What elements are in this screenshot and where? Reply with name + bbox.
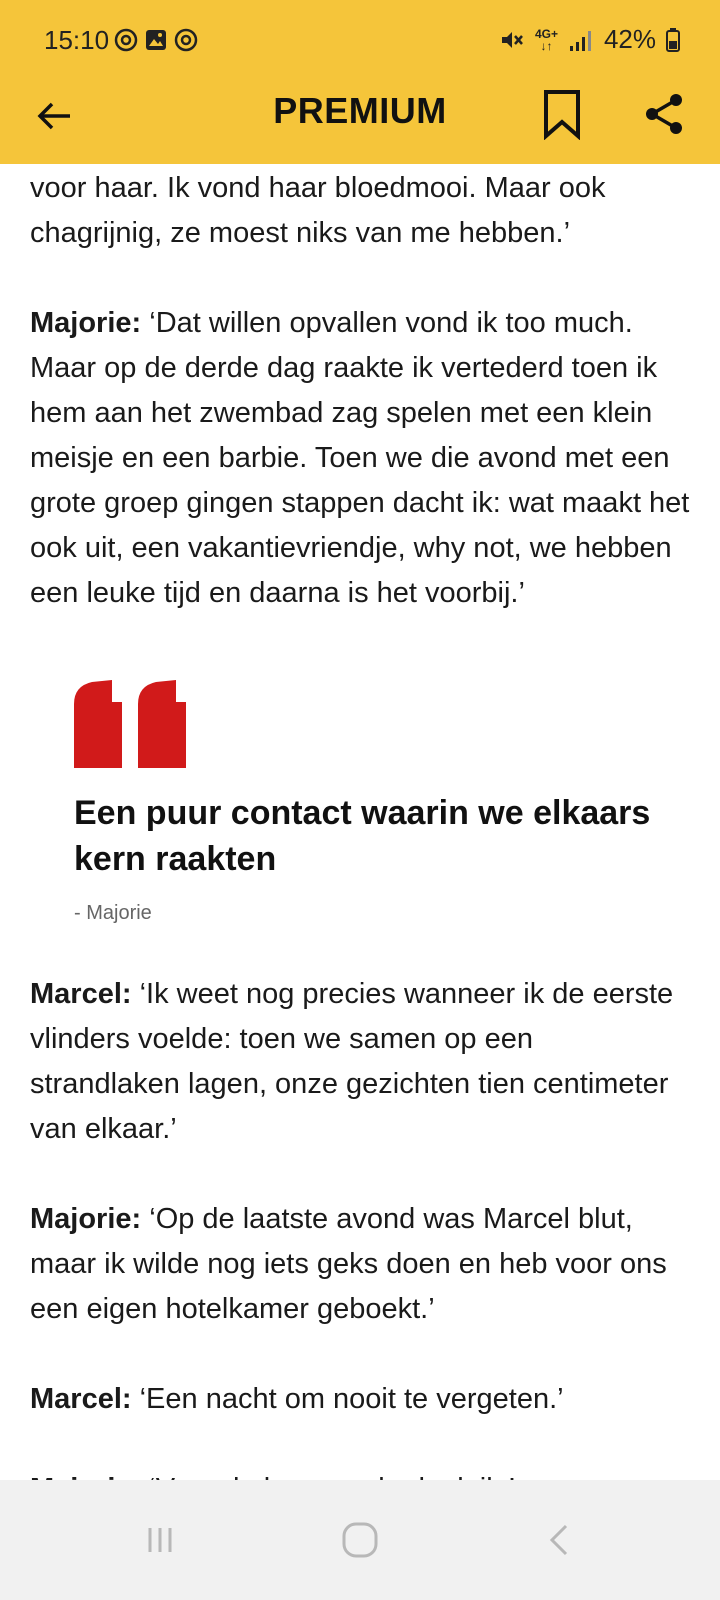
- speaker-name: Marcel:: [30, 978, 132, 1010]
- quote-author: - Majorie: [74, 902, 152, 924]
- toolbar: [0, 80, 720, 164]
- notification-ring-icon: [174, 28, 198, 52]
- article-body-top: [30, 160, 690, 616]
- pull-quote: [74, 680, 674, 925]
- paragraph-text: ‘Ik weet nog precies wanneer ik de eerste vlinders voelde: toen we samen op een strandlaken lagen, onze gezichten tien centimeter van elkaar.’: [30, 978, 674, 1145]
- share-icon[interactable]: [640, 90, 688, 138]
- paragraph-text: ‘Op de laatste avond was Marcel blut, maar ik wilde nog iets geks doen en heb voor ons een eigen hotelkamer geboekt.’: [30, 1203, 667, 1325]
- page-title: PREMIUM: [273, 90, 447, 131]
- status-system-icons: [499, 24, 680, 55]
- image-icon: [144, 28, 168, 52]
- speaker-name: Majorie:: [30, 307, 142, 339]
- battery-level: 42%: [603, 24, 656, 54]
- battery-icon: [666, 28, 680, 52]
- article-paragraph: [30, 1197, 690, 1332]
- system-nav-bar: [0, 1480, 720, 1600]
- paragraph-text: ‘Een nacht om nooit te vergeten.’: [131, 1383, 564, 1415]
- signal-icon: [568, 29, 594, 51]
- home-icon[interactable]: [336, 1516, 384, 1564]
- bookmark-icon[interactable]: [538, 88, 586, 140]
- article-paragraph: [30, 1377, 690, 1422]
- status-notification-icons: [114, 28, 198, 52]
- recent-apps-icon[interactable]: [136, 1516, 184, 1564]
- quote-mark-icon: [74, 680, 186, 768]
- mute-icon: [499, 28, 525, 52]
- article-paragraph: [30, 301, 690, 616]
- speaker-name: Marcel:: [30, 1383, 132, 1415]
- status-bar: [0, 0, 720, 80]
- article-paragraph: voor haar. Ik vond haar bloedmooi. Maar ook chagrijnig, ze moest niks van me hebben.’: [30, 172, 606, 249]
- network-type: 4G+ ↓↑: [534, 26, 558, 53]
- back-chevron-icon[interactable]: [536, 1516, 584, 1564]
- speaker-name: Majorie:: [30, 1203, 142, 1235]
- article-paragraph: [30, 972, 690, 1152]
- quote-text: Een puur contact waarin we elkaars kern raakten: [74, 794, 651, 878]
- notification-ring-icon: [114, 28, 138, 52]
- status-time: 15:10: [44, 25, 110, 55]
- app-header: [0, 0, 720, 164]
- article-body-bottom: [30, 972, 690, 1557]
- paragraph-text: ‘Dat willen opvallen vond ik too much. Maar op de derde dag raakte ik vertederd toen ik hem aan het zwembad zag spelen met een klein meisje en een barbie. Toen we die avond met een grote groep gingen stappen dacht ik: wat maakt het ook uit, een vakantievriendje, why not, we hebben een leuke tijd en daarna is het voorbij.’: [30, 307, 690, 609]
